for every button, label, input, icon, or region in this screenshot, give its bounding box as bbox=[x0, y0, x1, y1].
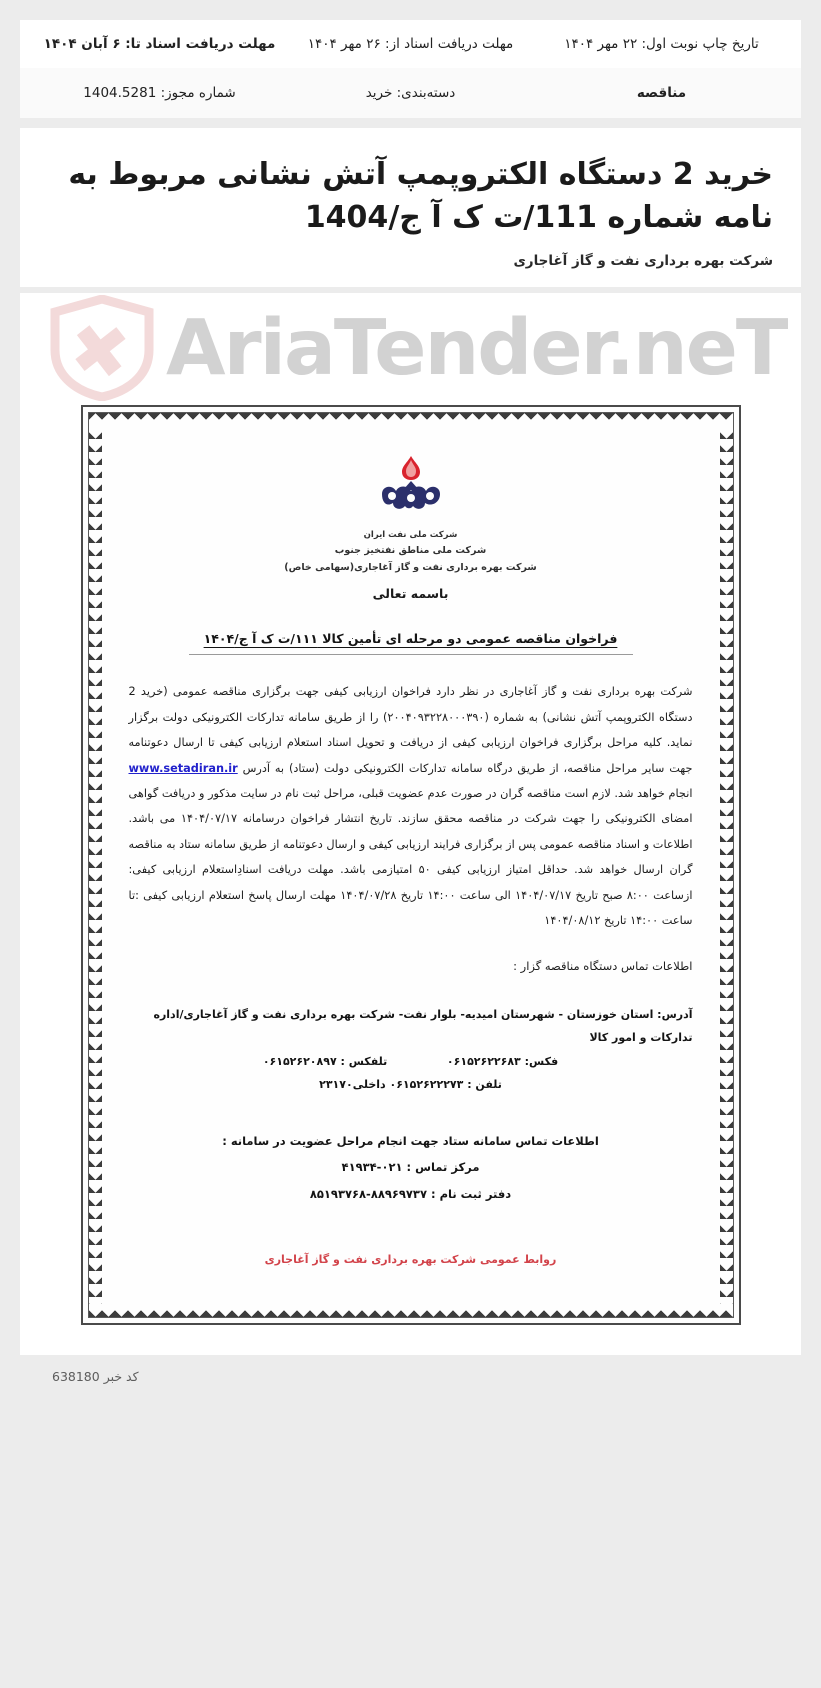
telefax-label: تلفکس : bbox=[340, 1054, 388, 1068]
nioc-flame-icon bbox=[368, 454, 454, 524]
address-block bbox=[129, 1003, 693, 1095]
meta-type-badge: مناقصه bbox=[636, 84, 687, 101]
registration-office-value: ۸۸۹۶۹۷۳۷-۸۵۱۹۳۷۶۸ bbox=[309, 1186, 427, 1201]
frame-zigzag-right bbox=[720, 426, 733, 1304]
scanned-document bbox=[81, 405, 741, 1325]
meta-print-date: تاریخ چاپ نوبت اول: ۲۲ مهر ۱۴۰۴ bbox=[564, 35, 759, 52]
setad-contact-heading: اطلاعات تماس سامانه ستاد جهت انجام مراحل عضویت در سامانه : bbox=[222, 1133, 599, 1148]
fax-label: فکس: bbox=[524, 1054, 559, 1068]
fax-line bbox=[129, 1050, 693, 1073]
tender-title-card bbox=[20, 128, 801, 287]
setad-contact-block bbox=[129, 1128, 693, 1207]
address-line: آدرس: استان خوزستان - شهرستان امیدیه- بلوار نفت- شرکت بهره برداری نفت و گاز آغاجاری/اداره تدارکات و امور کالا bbox=[153, 1008, 693, 1045]
body-part-2: انجام خواهد شد. لازم است مناقصه گران در صورت عدم عضویت قبلی، مراحل ثبت نام در سایت مذکور و دریافت گواهی امضای الکترونیکی را جهت شرکت در مناقصه محقق سازند. تاریخ انتشار فراخوان درسامانه ۱۴۰۴/۰۷/۱۷ می باشد. اطلاعات و اسناد مناقصه عمومی پس از برگزاری فرایند ارزیابی کیفی و ارسال دعوتنامه از طریق سامانه ستاد به مناقصه گران ارسال خواهد شد. حداقل امتیاز ارزیابی کیفی ۵۰ امتیازمی باشد. مهلت دریافت اسنادِاستعلام ارزیابی کیفی: ازساعت ۸:۰۰ صبح تاریخ ۱۴۰۴/۰۷/۱۷ الی ساعت ۱۴:۰۰ تاریخ ۱۴۰۴/۰۷/۲۸ مهلت ارسال پاسخ استعلام ارزیابی کیفی :تا ساعت ۱۴:۰۰ تاریخ ۱۴۰۴/۰۸/۱۲ bbox=[128, 786, 693, 927]
phone-line bbox=[129, 1073, 693, 1096]
meta-permit-number: شماره مجوز: 1404.5281 bbox=[83, 84, 236, 101]
meta-row-dates bbox=[20, 20, 801, 68]
call-center-line bbox=[129, 1154, 693, 1180]
body-part-1: شرکت بهره برداری نفت و گاز آغاجاری در نظر دارد فراخوان ارزیابی کیفی جهت برگزاری مناقصه عمومی (خرید 2 دستگاه الکتروپمپ آتش نشانی) به شماره (۲۰۰۴۰۹۳۲۲۸۰۰۰۳۹۰) را از طریق سامانه تدارکات الکترونیکی دولت برگزار نماید. کلیه مراحل برگزاری فراخوان ارزیابی کیفی از دریافت و تحویل اسناد استعلام ارزیابی کیفی تا ارسال دعوتنامه جهت سایر مراحل مناقصه، از طریق درگاه سامانه تدارکات الکترونیکی دولت (ستاد) به آدرس bbox=[128, 685, 693, 775]
call-center-label: مرکز تماس : bbox=[406, 1160, 480, 1175]
document-heading: فراخوان مناقصه عمومی دو مرحله ای تأمین کالا ۱۱۱/ت ک آ ج/۱۴۰۴ bbox=[203, 631, 618, 647]
basmala-text: باسمه تعالی bbox=[372, 586, 449, 602]
letterhead bbox=[129, 454, 693, 601]
letterhead-line-3: شرکت بهره برداری نفت و گاز آغاجاری(سهامی خاص) bbox=[284, 561, 537, 573]
news-code: کد خبر 638180 bbox=[52, 1369, 139, 1385]
organization-name: شرکت بهره برداری نفت و گاز آغاجاری bbox=[513, 253, 773, 270]
tender-meta-card bbox=[20, 20, 801, 118]
heading-divider bbox=[189, 654, 633, 655]
letterhead-line-1: شرکت ملی نفت ایران bbox=[363, 530, 458, 541]
contact-info-heading: اطلاعات تماس دستگاه مناقصه گزار : bbox=[513, 959, 693, 974]
meta-docs-from: مهلت دریافت اسناد از: ۲۶ مهر ۱۴۰۴ bbox=[307, 35, 514, 52]
registration-office-line bbox=[129, 1181, 693, 1207]
letterhead-line-2: شرکت ملی مناطق نفتخیز جنوب bbox=[334, 545, 487, 557]
phone-label: تلفن : bbox=[467, 1077, 502, 1091]
meta-row-classification bbox=[20, 68, 801, 118]
frame-zigzag-left bbox=[89, 426, 102, 1304]
page-root bbox=[0, 20, 821, 1384]
watermark-text: AriaTender.neT bbox=[166, 303, 787, 393]
frame-zigzag-bottom bbox=[89, 1304, 733, 1317]
shield-gavel-icon bbox=[48, 295, 156, 401]
meta-docs-until: مهلت دریافت اسناد تا: ۶ آبان ۱۴۰۴ bbox=[43, 35, 276, 52]
phone-value: ۰۶۱۵۲۶۲۲۲۷۳ داخلی۲۳۱۷۰ bbox=[319, 1077, 464, 1091]
telefax-value: ۰۶۱۵۲۶۲۰۸۹۷ bbox=[262, 1054, 337, 1068]
site-watermark bbox=[20, 293, 801, 405]
document-content bbox=[89, 426, 733, 1304]
document-body-paragraph bbox=[129, 679, 693, 933]
fax-value: ۰۶۱۵۲۶۲۲۶۸۳ bbox=[446, 1054, 521, 1068]
setadiran-link[interactable]: www.setadiran.ir bbox=[128, 761, 238, 775]
call-center-value: ۰۲۱-۴۱۹۳۴ bbox=[341, 1160, 403, 1175]
frame-zigzag-top bbox=[89, 413, 733, 426]
document-decorative-frame bbox=[88, 412, 734, 1318]
meta-category: دسته‌بندی: خرید bbox=[365, 84, 456, 101]
page-title: خرید 2 دستگاه الکتروپمپ آتش نشانی مربوط به نامه شماره 111/ت ک آ ج/1404 bbox=[68, 157, 773, 235]
registration-office-label: دفتر ثبت نام : bbox=[430, 1186, 512, 1201]
document-footer-credit: روابط عمومی شرکت بهره برداری نفت و گاز آغاجاری bbox=[264, 1253, 557, 1267]
scanned-document-container bbox=[20, 405, 801, 1355]
